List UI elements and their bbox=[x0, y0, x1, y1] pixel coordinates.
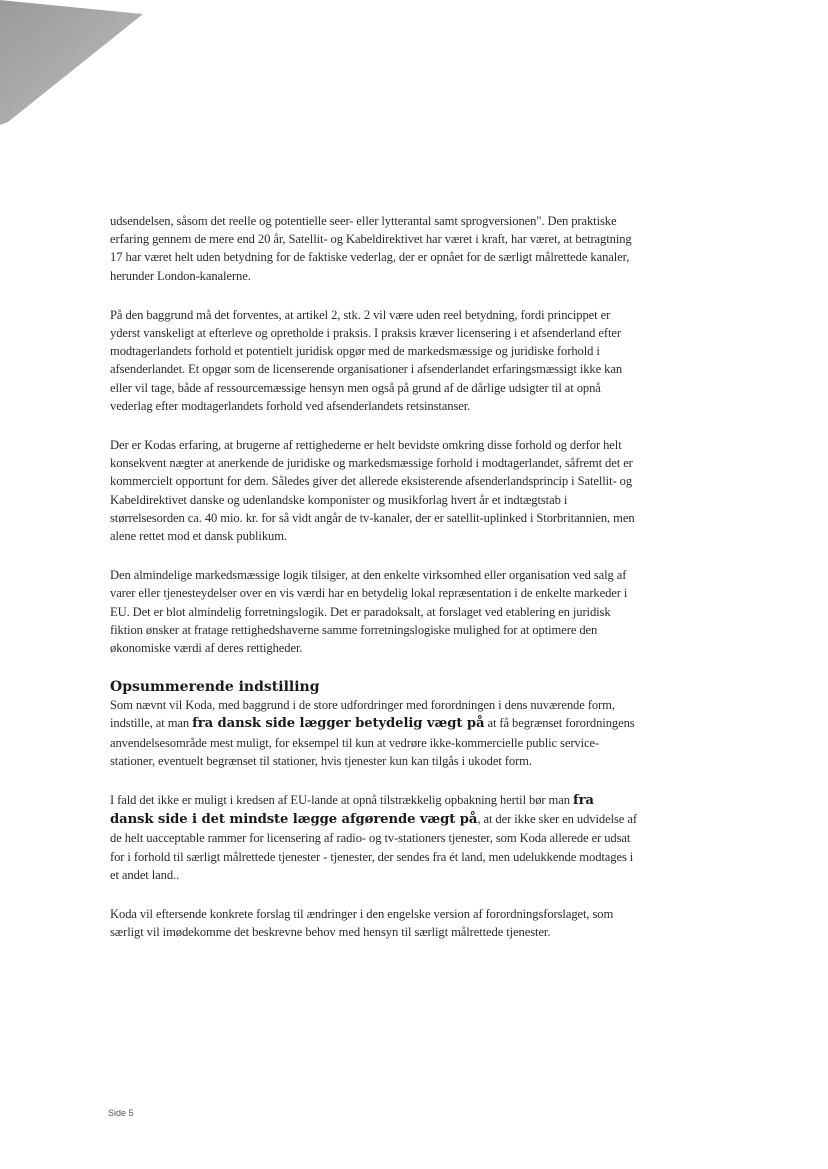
page-number: Side 5 bbox=[108, 1108, 134, 1118]
paragraph-5-emphasis: fra dansk side lægger betydelig vægt på bbox=[192, 716, 485, 732]
paragraph-6-emphasis: fra dansk side i det mindste lægge afgørende vægt på bbox=[110, 793, 594, 828]
folded-corner-shadow bbox=[0, 0, 145, 125]
paragraph-3: Der er Kodas erfaring, at brugerne af rettighederne er helt bevidste omkring disse forhold og derfor helt konsekvent nægter at anerkende de juridiske og markedsmæssige forhold i modtagerlandet, såfremt det er kommercielt opportunt for dem. Således giver det allerede eksisterende afsenderlandsprincip i Satellit- og Kabeldirektivet danske og udenlandske komponister og musikforlag hvert år et indtægtstab i størrelsesorden ca. 40 mio. kr. for så vidt angår de tv-kanaler, der er satellit-uplinked i Storbritannien, men alene rettet mod et dansk publikum. bbox=[110, 438, 635, 544]
paragraph-5 bbox=[110, 696, 640, 770]
section-heading: Opsummerende indstilling bbox=[110, 679, 320, 696]
paragraph-2: På den baggrund må det forventes, at artikel 2, stk. 2 vil være uden reel betydning, fordi princippet er yderst vanskeligt at efterleve og opretholde i praksis. I praksis kræver licensering i et afsenderland efter modtagerlandets forhold et potentielt juridisk opgør med de markedsmæssige og juridiske forhold i afsenderlandet. Et opgør som de licenserende organisationer i afsenderlandet erfaringsmæssigt ikke kan eller vil tage, både af ressourcemæssige hensyn men også på grund af de dårlige udsigter til at opnå vederlag efter modtagerlandets forhold ved afsenderlandets retsinstanser. bbox=[110, 307, 623, 413]
paragraph-6-text-b: , at der ikke sker en udvidelse af de helt uacceptable rammer for licensering af radio- og tv-stationers tjenester, som Koda allerede er udsat for i forhold til særligt målrettede tjenester - tjenester, der sendes fra ét land, men udelukkende modtages i et andet land.. bbox=[110, 812, 637, 882]
paragraph-1: udsendelsen, såsom det reelle og potentielle seer- eller lytterantal samt sprogversionen". Den praktiske erfaring gennem de mere end 20 år, Satellit- og Kabeldirektivet har været i kraft, har været, at betragtning 17 har været helt uden betydning for de faktiske vederlag, der er opnået for de særligt målrettede kanaler, herunder London-kanalerne. bbox=[110, 214, 632, 283]
paragraph-4: Den almindelige markedsmæssige logik tilsiger, at den enkelte virksomhed eller organisation ved salg af varer eller tjenesteydelser over en vis værdi har en betydelig lokal repræsentation i de enkelte markeder i EU. Det er blot almindelig forretningslogik. Det er paradoksalt, at forslaget ved etablering en juridisk fiktion ønsker at fratage rettighedshaverne samme forretningslogiske mulighed for at optimere den økonomiske værdi af deres rettigheder. bbox=[110, 568, 628, 656]
document-body bbox=[110, 212, 640, 963]
paragraph-6 bbox=[110, 791, 640, 884]
paragraph-7: Koda vil eftersende konkrete forslag til ændringer i den engelske version af forordningsforslaget, som særligt vil imødekomme det beskrevne behov med hensyn til særligt målrettede tjenester. bbox=[110, 907, 614, 940]
paragraph-6-text-a: I fald det ikke er muligt i kredsen af EU-lande at opnå tilstrækkelig opbakning hertil bør man bbox=[110, 793, 573, 808]
paragraph-5-text-b: at få begrænset forordningens anvendelsesområde mest muligt, for eksempel til kun at vedrøre ikke-kommercielle public service-stationer, eventuelt begrænset til stationer, hvis tjenester kun kan tilgås i ukodet form. bbox=[110, 716, 635, 768]
paragraph-5-text-a: Som nævnt vil Koda, med baggrund i de store udfordringer med forordningen i dens nuværende form, indstille, at man bbox=[110, 698, 615, 731]
